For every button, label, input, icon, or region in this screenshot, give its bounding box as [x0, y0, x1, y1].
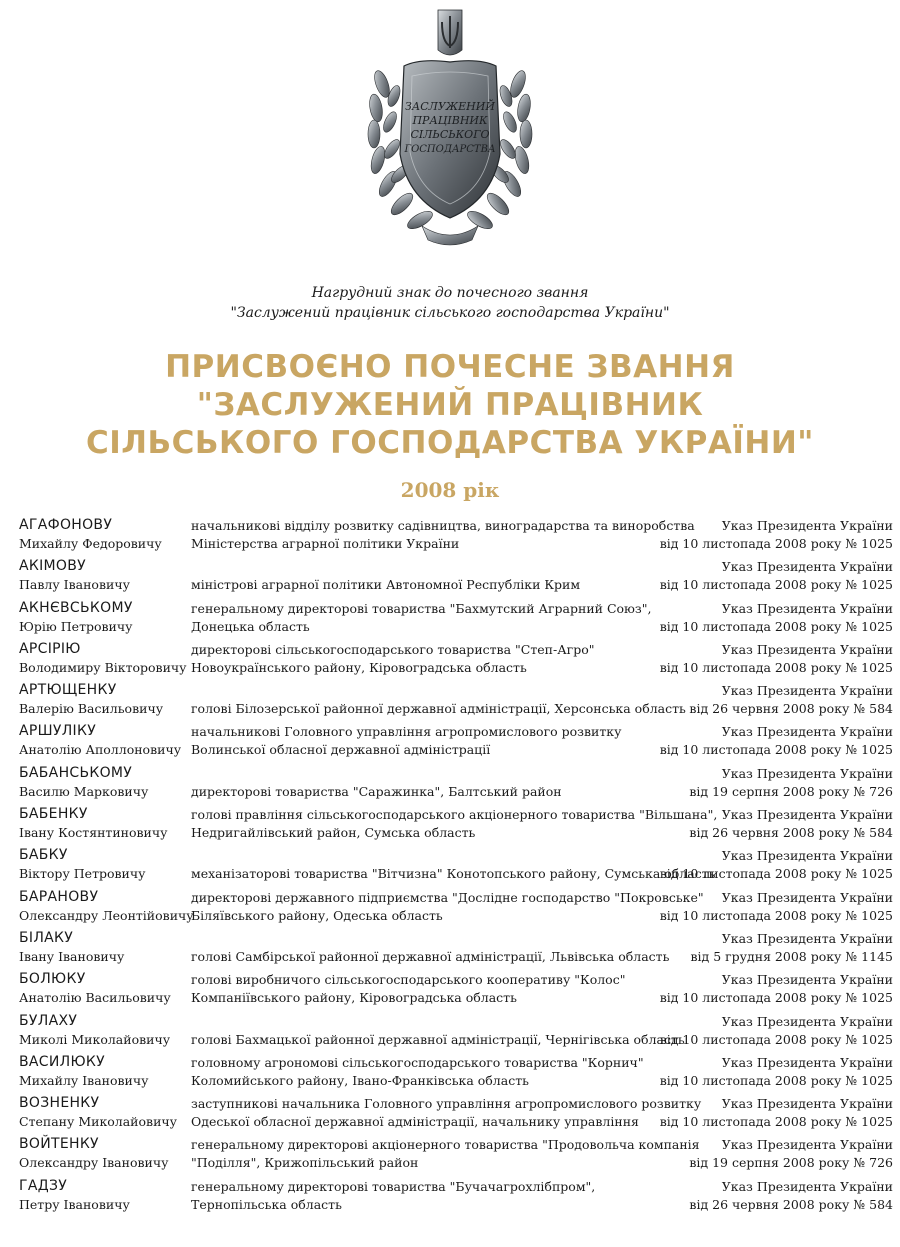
- decree-title: Указ Президента України: [721, 518, 893, 533]
- position-line-1: директорові державного підприємства "Дослідне господарство "Покровське": [191, 889, 704, 905]
- decree-date: від 10 листопада 2008 року № 1025: [659, 618, 893, 634]
- awardee-surname: ВОЗНЕНКУ: [19, 1095, 100, 1112]
- position-line-1: голові виробничого сільськогосподарського кооперативу "Колос": [191, 972, 626, 988]
- awardee-surname: БАРАНОВУ: [19, 888, 99, 905]
- decree-title: Указ Президента України: [721, 848, 893, 864]
- list-item: [19, 806, 893, 847]
- position-line-1: голові правління сільськогосподарського акціонерного товариства "Вільшана",: [191, 807, 718, 823]
- list-item: [19, 889, 893, 930]
- list-item: [19, 1178, 893, 1219]
- list-item: [19, 765, 893, 806]
- decree-title: Указ Президента України: [721, 683, 893, 699]
- position-line-2: голові Самбірської районної державної адміністрації, Львівська область: [191, 948, 670, 964]
- awardee-given-name: Івану Івановичу: [19, 948, 125, 964]
- awardee-surname: БІЛАКУ: [19, 929, 74, 946]
- awardee-given-name: Василю Марковичу: [19, 783, 149, 799]
- awardee-given-name: Михайлу Івановичу: [19, 1072, 149, 1088]
- title-line-1: ПРИСВОЄНО ПОЧЕСНЕ ЗВАННЯ: [165, 349, 735, 385]
- position-line-1: генеральному директорові товариства "Бучачагрохлібпром",: [191, 1178, 596, 1194]
- list-item: [19, 930, 893, 971]
- decree-title: Указ Президента України: [721, 1096, 893, 1112]
- decree-date: від 10 листопада 2008 року № 1025: [659, 1072, 893, 1088]
- trident-emblem: [438, 10, 462, 55]
- decree-date: від 26 червня 2008 року № 584: [689, 1196, 893, 1212]
- decree-title: Указ Президента України: [721, 600, 893, 616]
- year-heading: 2008 рік: [400, 478, 500, 502]
- decree-date: від 19 серпня 2008 року № 726: [689, 783, 893, 799]
- position-line-2: Компаніївського району, Кіровоградська область: [191, 990, 517, 1006]
- awardee-given-name: Олександру Івановичу: [19, 1155, 169, 1171]
- decree-date: від 10 листопада 2008 року № 1025: [659, 866, 893, 882]
- awardee-surname: АРШУЛІКУ: [19, 723, 97, 740]
- list-item: [19, 1054, 893, 1095]
- position-line-1: головному агрономові сільськогосподарського товариства "Корнич": [191, 1054, 644, 1070]
- decree-date: від 10 листопада 2008 року № 1025: [659, 577, 893, 593]
- position-line-2: "Поділля", Крижопільський район: [191, 1155, 419, 1171]
- awardee-surname: БАБАНСЬКОМУ: [19, 764, 133, 781]
- decree-date: від 5 грудня 2008 року № 1145: [690, 948, 893, 964]
- awardee-given-name: Михайлу Федоровичу: [19, 536, 162, 551]
- awardee-surname: АКІМОВУ: [19, 558, 86, 575]
- awardee-given-name: Петру Івановичу: [19, 1196, 130, 1212]
- awardee-given-name: Віктору Петровичу: [19, 866, 146, 882]
- title-line-2: "ЗАСЛУЖЕНИЙ ПРАЦІВНИК: [196, 387, 704, 423]
- position-line-2: Волинської обласної державної адміністрації: [191, 742, 491, 758]
- position-line-2: Донецька область: [191, 618, 310, 634]
- awardee-given-name: Івану Костянтиновичу: [19, 825, 168, 841]
- awardee-surname: АКНЄВСЬКОМУ: [19, 599, 133, 616]
- awardee-surname: БОЛЮКУ: [19, 971, 86, 988]
- decree-title: Указ Президента України: [721, 930, 893, 946]
- list-item: [19, 1095, 893, 1136]
- title-line-3: СІЛЬСЬКОГО ГОСПОДАРСТВА УКРАЇНИ": [86, 425, 814, 461]
- position-line-2: Одеської обласної державної адміністрації, начальнику управління: [191, 1114, 639, 1130]
- position-line-1: генеральному директорові товариства "Бахмутский Аграрний Союз",: [191, 600, 652, 616]
- decree-date: від 10 листопада 2008 року № 1025: [659, 536, 893, 551]
- decree-title: Указ Президента України: [721, 1137, 893, 1153]
- awardee-surname: ВОЙТЕНКУ: [19, 1136, 99, 1153]
- position-line-1: начальникові відділу розвитку садівництва, виноградарства та виноробства: [191, 518, 695, 533]
- badge-text-line-4: ГОСПОДАРСТВА: [404, 144, 496, 155]
- awardee-given-name: Юрію Петровичу: [19, 618, 133, 634]
- badge-text-line-2: ПРАЦІВНИК: [412, 114, 488, 127]
- decree-title: Указ Президента України: [721, 724, 893, 740]
- awardee-given-name: Володимиру Вікторовичу: [19, 659, 187, 675]
- list-item: [19, 558, 893, 599]
- list-item: [19, 641, 893, 682]
- awardee-surname: АРТЮЩЕНКУ: [19, 682, 117, 699]
- awardee-surname: ВАСИЛЮКУ: [19, 1053, 105, 1070]
- position-line-2: міністрові аграрної політики Автономної Республіки Крим: [191, 577, 581, 593]
- decree-title: Указ Президента України: [721, 765, 893, 781]
- decree-title: Указ Президента України: [721, 1178, 893, 1194]
- awardee-given-name: Степану Миколайовичу: [19, 1114, 178, 1130]
- decree-date: від 10 листопада 2008 року № 1025: [659, 990, 893, 1006]
- awardee-given-name: Павлу Івановичу: [19, 577, 130, 593]
- position-line-2: Тернопільська область: [191, 1196, 342, 1212]
- caption-line-1: Нагрудний знак до почесного звання: [311, 285, 589, 301]
- position-line-2: Біляївського району, Одеська область: [191, 907, 443, 923]
- decree-date: від 19 серпня 2008 року № 726: [689, 1155, 893, 1171]
- decree-title: Указ Президента України: [721, 641, 893, 657]
- list-item: [19, 1013, 893, 1054]
- awardee-given-name: Валерію Васильовичу: [19, 701, 164, 717]
- list-item: [19, 682, 893, 723]
- list-item: [19, 600, 893, 641]
- list-item: [19, 971, 893, 1012]
- position-line-1: начальникові Головного управління агропромислового розвитку: [191, 724, 622, 740]
- list-item: [19, 723, 893, 764]
- decree-date: від 10 листопада 2008 року № 1025: [659, 659, 893, 675]
- decree-title: Указ Президента України: [721, 1013, 893, 1029]
- position-line-2: директорові товариства "Саражинка", Балтський район: [191, 783, 562, 799]
- awardee-surname: АРСІРІЮ: [19, 640, 81, 657]
- decree-title: Указ Президента України: [721, 972, 893, 988]
- awardee-given-name: Миколі Миколайовичу: [19, 1031, 171, 1047]
- list-item: [19, 847, 893, 888]
- list-item: [19, 517, 893, 558]
- caption-line-2: "Заслужений працівник сільського господарства України": [230, 305, 670, 321]
- awardee-surname: БАБЕНКУ: [19, 806, 88, 823]
- decree-date: від 26 червня 2008 року № 584: [689, 825, 893, 841]
- decree-date: від 10 листопада 2008 року № 1025: [659, 742, 893, 758]
- awardee-surname: ГАДЗУ: [19, 1177, 68, 1194]
- decree-date: від 10 листопада 2008 року № 1025: [659, 907, 893, 923]
- awardee-given-name: Анатолію Васильовичу: [19, 990, 171, 1006]
- position-line-2: Новоукраїнського району, Кіровоградська область: [191, 659, 527, 675]
- honor-badge-image: [360, 4, 540, 250]
- decree-title: Указ Президента України: [721, 559, 893, 575]
- badge-text-line-3: СІЛЬСЬКОГО: [410, 128, 490, 141]
- position-line-2: Коломийського району, Івано-Франківська область: [191, 1072, 529, 1088]
- position-line-2: голові Білозерської районної державної адміністрації, Херсонська область: [191, 701, 686, 717]
- list-item: [19, 1136, 893, 1177]
- position-line-1: заступникові начальника Головного управління агропромислового розвитку: [191, 1096, 702, 1112]
- position-line-1: генеральному директорові акціонерного товариства "Продовольча компанія: [191, 1137, 700, 1153]
- awardee-given-name: Олександру Леонтійовичу: [19, 907, 194, 923]
- decree-date: від 10 листопада 2008 року № 1025: [659, 1031, 893, 1047]
- decree-date: від 10 листопада 2008 року № 1025: [659, 1114, 893, 1130]
- ribbon: [422, 226, 478, 245]
- position-line-2: Недригайлівський район, Сумська область: [191, 825, 476, 841]
- position-line-2: Міністерства аграрної політики України: [191, 536, 460, 551]
- badge-caption: [0, 283, 900, 323]
- badge-text-line-1: ЗАСЛУЖЕНИЙ: [405, 100, 495, 113]
- decree-date: від 26 червня 2008 року № 584: [689, 701, 893, 717]
- decree-title: Указ Президента України: [721, 807, 893, 823]
- awardee-surname: АГАФОНОВУ: [19, 517, 113, 533]
- position-line-2: механізаторові товариства "Вітчизна" Конотопського району, Сумська область: [191, 866, 716, 882]
- position-line-2: голові Бахмацької районної державної адміністрації, Чернігівська область: [191, 1031, 685, 1047]
- decree-title: Указ Президента України: [721, 1054, 893, 1070]
- awardee-list: [19, 517, 893, 1219]
- position-line-1: директорові сільськогосподарського товариства "Степ-Агро": [191, 641, 595, 657]
- awardee-surname: БАБКУ: [19, 847, 68, 864]
- awardee-given-name: Анатолію Аполлоновичу: [19, 742, 182, 758]
- page-title: [0, 348, 900, 462]
- decree-title: Указ Президента України: [721, 889, 893, 905]
- awardee-surname: БУЛАХУ: [19, 1012, 78, 1029]
